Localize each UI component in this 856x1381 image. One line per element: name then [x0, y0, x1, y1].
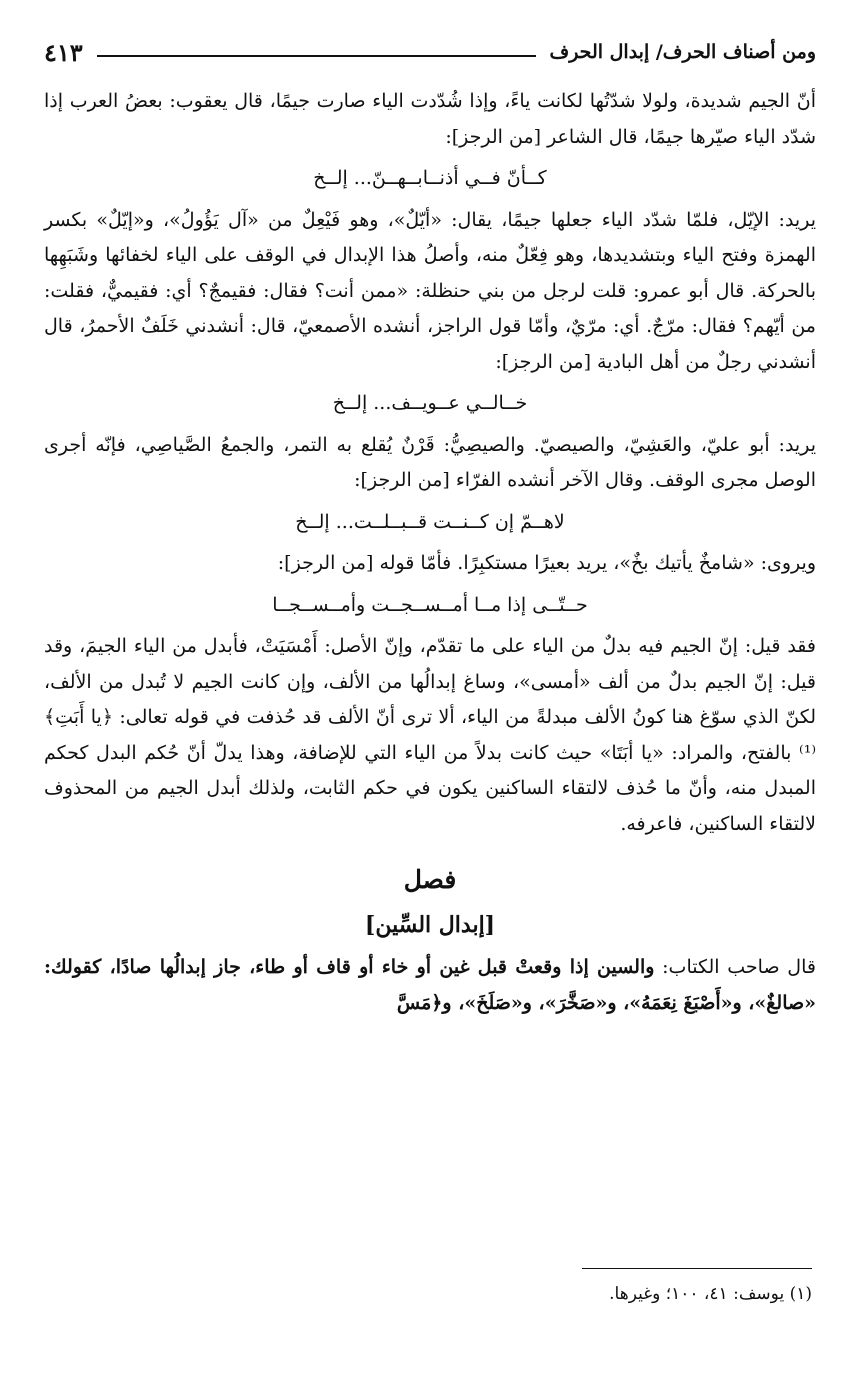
- header-rule: [97, 55, 536, 57]
- verse-2: خــالــي عــويــف... إلــخ: [332, 392, 528, 414]
- footnote: (١) يوسف: ٤١، ١٠٠؛ وغيرها.: [609, 1284, 812, 1304]
- verse-1: كــأنّ فــي أذنــابــهــنّ... إلــخ: [313, 167, 547, 189]
- paragraph-4: ويروى: «شامخٌ يأتيك بخٌ»، يريد بعيرًا مستكبِرًا. فأمّا قوله [من الرجز]:: [277, 552, 816, 574]
- paragraph-6-intro: قال صاحب الكتاب:: [654, 956, 816, 978]
- paragraph-2: يريد: الإيّل، فلمّا شدّد الياء جعلها جيمًا، يقال: «أيّلٌ»، وهو فَيْعِلٌ من «آل يَؤُولُ»، و«إيّلٌ» بكسر الهمزة وفتح الياء وبتشديدها، وهو فِعّلٌ منه، وأصلُ هذا الإبدال في الوقف على الياء لخفائها وشَبَهِها بالحركة. قال أبو عمرو: قلت لرجل من بني حنظلة: «ممن أنت؟ فقال: فقيمجٌ؟ أي: فقيميٌّ، فقلت: من أيّهم؟ فقال: مرّجٌ. أي: مرّيٌ، وأمّا قول الراجز، أنشده الأصمعيّ، قال: أنشدني خَلَفٌ الأحمرُ، قال أنشدني رجلٌ من أهل البادية [من الرجز]:: [44, 208, 816, 373]
- section-subheading: [إبدال السِّين]: [364, 912, 496, 938]
- page-number: ٤١٣: [44, 37, 83, 67]
- paragraph-3: يريد: أبو عليّ، والعَشِيّ، والصيصيّ. والصيصِيُّ: قَرْنٌ يُقلع به التمر، والجمعُ الصَّياصِي، فإنّه أجرى الوصل مجرى الوقف. وقال الآخر أنشده الفرّاء [من الرجز]:: [44, 433, 816, 491]
- main-text: [44, 84, 816, 1021]
- verse-4: حــتّــى إذا مــا أمــســجــت وأمــســجــا: [272, 593, 588, 616]
- paragraph-6-quote: والسين إذا وقعتْ قبل غين أو خاء أو قاف أو طاء، جاز إبدالُها صادًا، كقولك: «صالغٌ»، و«أَصْبَغَ نِعَمَهُ»، و«صَخَّرَ»، و«صَلَخَ»، و﴿مَسَّ: [44, 956, 816, 1014]
- paragraph-5: فقد قيل: إنّ الجيم فيه بدلٌ من الياء على ما تقدّم، وإنّ الأصل: أَمْسَيَتْ، فأبدل من الياء الجيمَ، وقد قيل: إنّ الجيم بدلٌ من ألف «أمسى»، وساغ إبدالُها من الألف، وإن كانت الجيم لا تُبدل من الألف، لكنّ الذي سوّغ هنا كونُ الألف مبدلةً من الياء، ألا ترى أنّ الألف قد حُذفت في قوله تعالى: ﴿يا أَبَتِ﴾⁽¹⁾ بالفتح، والمراد: «يا أبَتَا» حيث كانت بدلاً من الياء التي للإضافة، وهذا يدلّ أنّ حُكم البدل كحكم المبدل منه، وأنّ ما حُذف لالتقاء الساكنين يكون في حكم الثابت، ولذلك أبدل الجيم من المحذوف لالتقاء الساكنين، فاعرفه.: [44, 635, 816, 835]
- paragraph-6: [44, 950, 816, 1021]
- verse-3: لاهــمّ إن كــنــت قــبــلــت... إلــخ: [295, 510, 565, 533]
- section-heading: فصل: [403, 865, 457, 894]
- running-title: ومن أصناف الحرف/ إبدال الحرف: [549, 41, 816, 63]
- page: [44, 28, 816, 1021]
- running-head: [44, 28, 816, 76]
- paragraph-1: أنّ الجيم شديدة، ولولا شدّتُها لكانت ياءً، وإذا شُدّدت الياء صارت جيمًا، قال يعقوب: بعضُ العرب إذا شدّد الياء صيّرها جيمًا، قال الشاعر [من الرجز]:: [44, 90, 816, 148]
- footnote-rule: [582, 1268, 812, 1269]
